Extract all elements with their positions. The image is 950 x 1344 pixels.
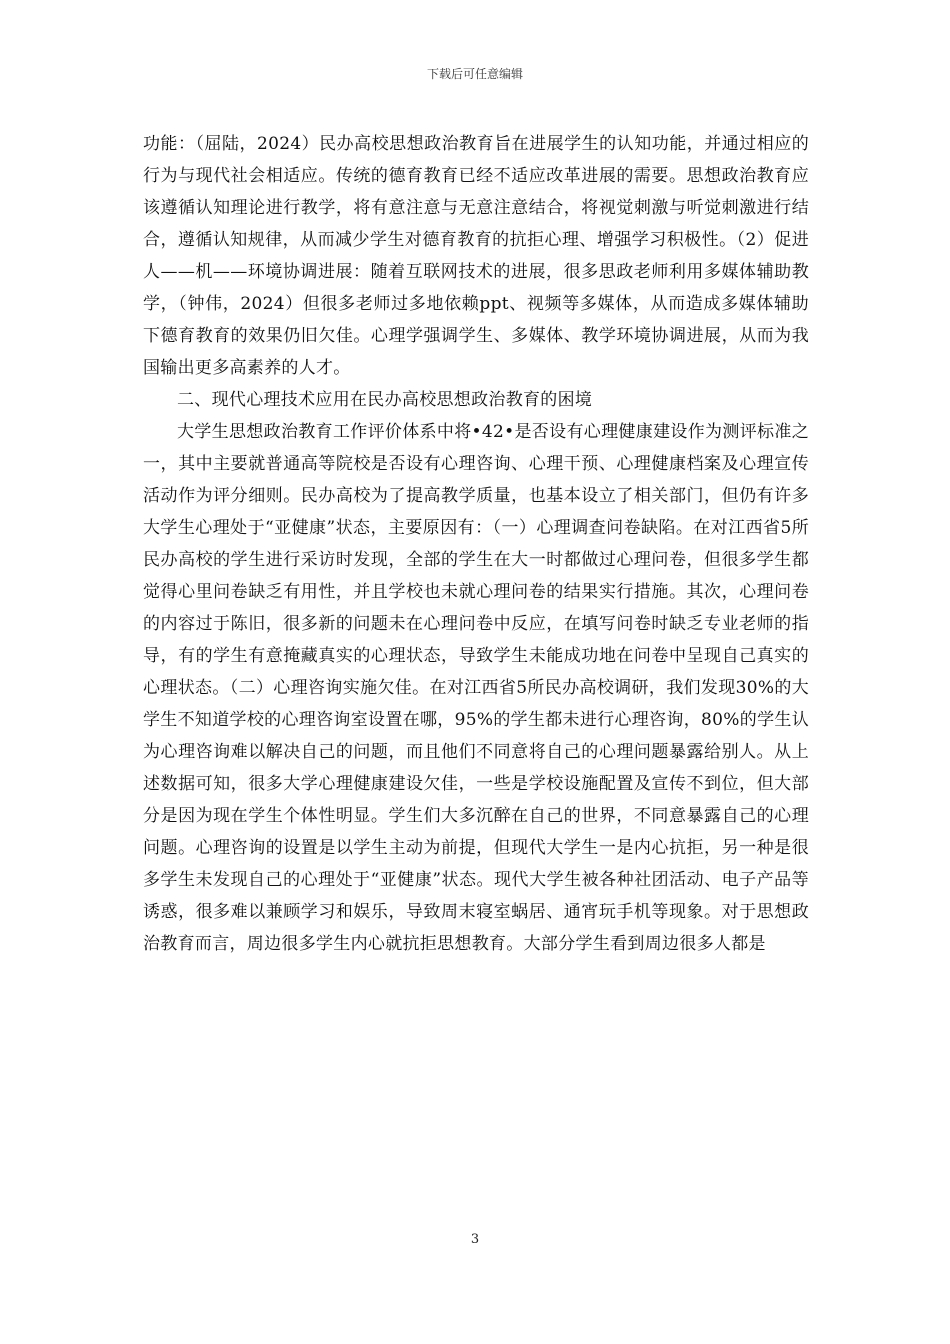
section-heading: 二、现代心理技术应用在民办高校思想政治教育的困境 xyxy=(177,390,593,410)
body-text xyxy=(143,128,809,960)
paragraph-continuation: 功能：（屈陆，2024）民办高校思想政治教育旨在进展学生的认知功能，并通过相应的行为与现代社会相适应。传统的德育教育已经不适应改革进展的需要。思想政治教育应该遵循认知理论进行教学，将有意注意与无意注意结合，将视觉刺激与听觉刺激进行结合，遵循认知规律，从而减少学生对德育教育的抗拒心理、增强学习积极性。（2）促进人——机——环境协调进展：随着互联网技术的进展，很多思政老师利用多媒体辅助教学，（钟伟，2024）但很多老师过多地依赖ppt、视频等多媒体，从而造成多媒体辅助下德育教育的效果仍旧欠佳。心理学强调学生、多媒体、教学环境协调进展，从而为我国输出更多高素养的人才。 xyxy=(143,134,809,378)
page-header: 下载后可任意编辑 xyxy=(426,67,523,81)
paragraph-main: 大学生思想政治教育工作评价体系中将•42•是否设有心理健康建设作为测评标准之一，其中主要就普通高等院校是否设有心理咨询、心理干预、心理健康档案及心理宣传活动作为评分细则。民办高校为了提高教学质量，也基本设立了相关部门，但仍有许多大学生心理处于“亚健康”状态，主要原因有：（一）心理调查问卷缺陷。在对江西省5所民办高校的学生进行采访时发现，全部的学生在大一时都做过心理问卷，但很多学生都觉得心里问卷缺乏有用性，并且学校也未就心理问卷的结果实行措施。其次，心理问卷的内容过于陈旧，很多新的问题未在心理问卷中反应，在填写问卷时缺乏专业老师的指导，有的学生有意掩藏真实的心理状态，导致学生未能成功地在问卷中呈现自己真实的心理状态。（二）心理咨询实施欠佳。在对江西省5所民办高校调研，我们发现30%的大学生不知道学校的心理咨询室设置在哪，95%的学生都未进行心理咨询，80%的学生认为心理咨询难以解决自己的问题，而且他们不同意将自己的心理问题暴露给别人。从上述数据可知，很多大学心理健康建设欠佳，一些是学校设施配置及宣传不到位，但大部分是因为现在学生个体性明显。学生们大多沉醉在自己的世界，不同意暴露自己的心理问题。心理咨询的设置是以学生主动为前提，但现代大学生一是内心抗拒，另一种是很多学生未发现自己的心理处于“亚健康”状态。现代大学生被各种社团活动、电子产品等诱惑，很多难以兼顾学习和娱乐，导致周末寝室蜗居、通宵玩手机等现象。对于思想政治教育而言，周边很多学生内心就抗拒思想教育。大部分学生看到周边很多人都是 xyxy=(143,422,809,954)
page-number: 3 xyxy=(470,1232,480,1247)
